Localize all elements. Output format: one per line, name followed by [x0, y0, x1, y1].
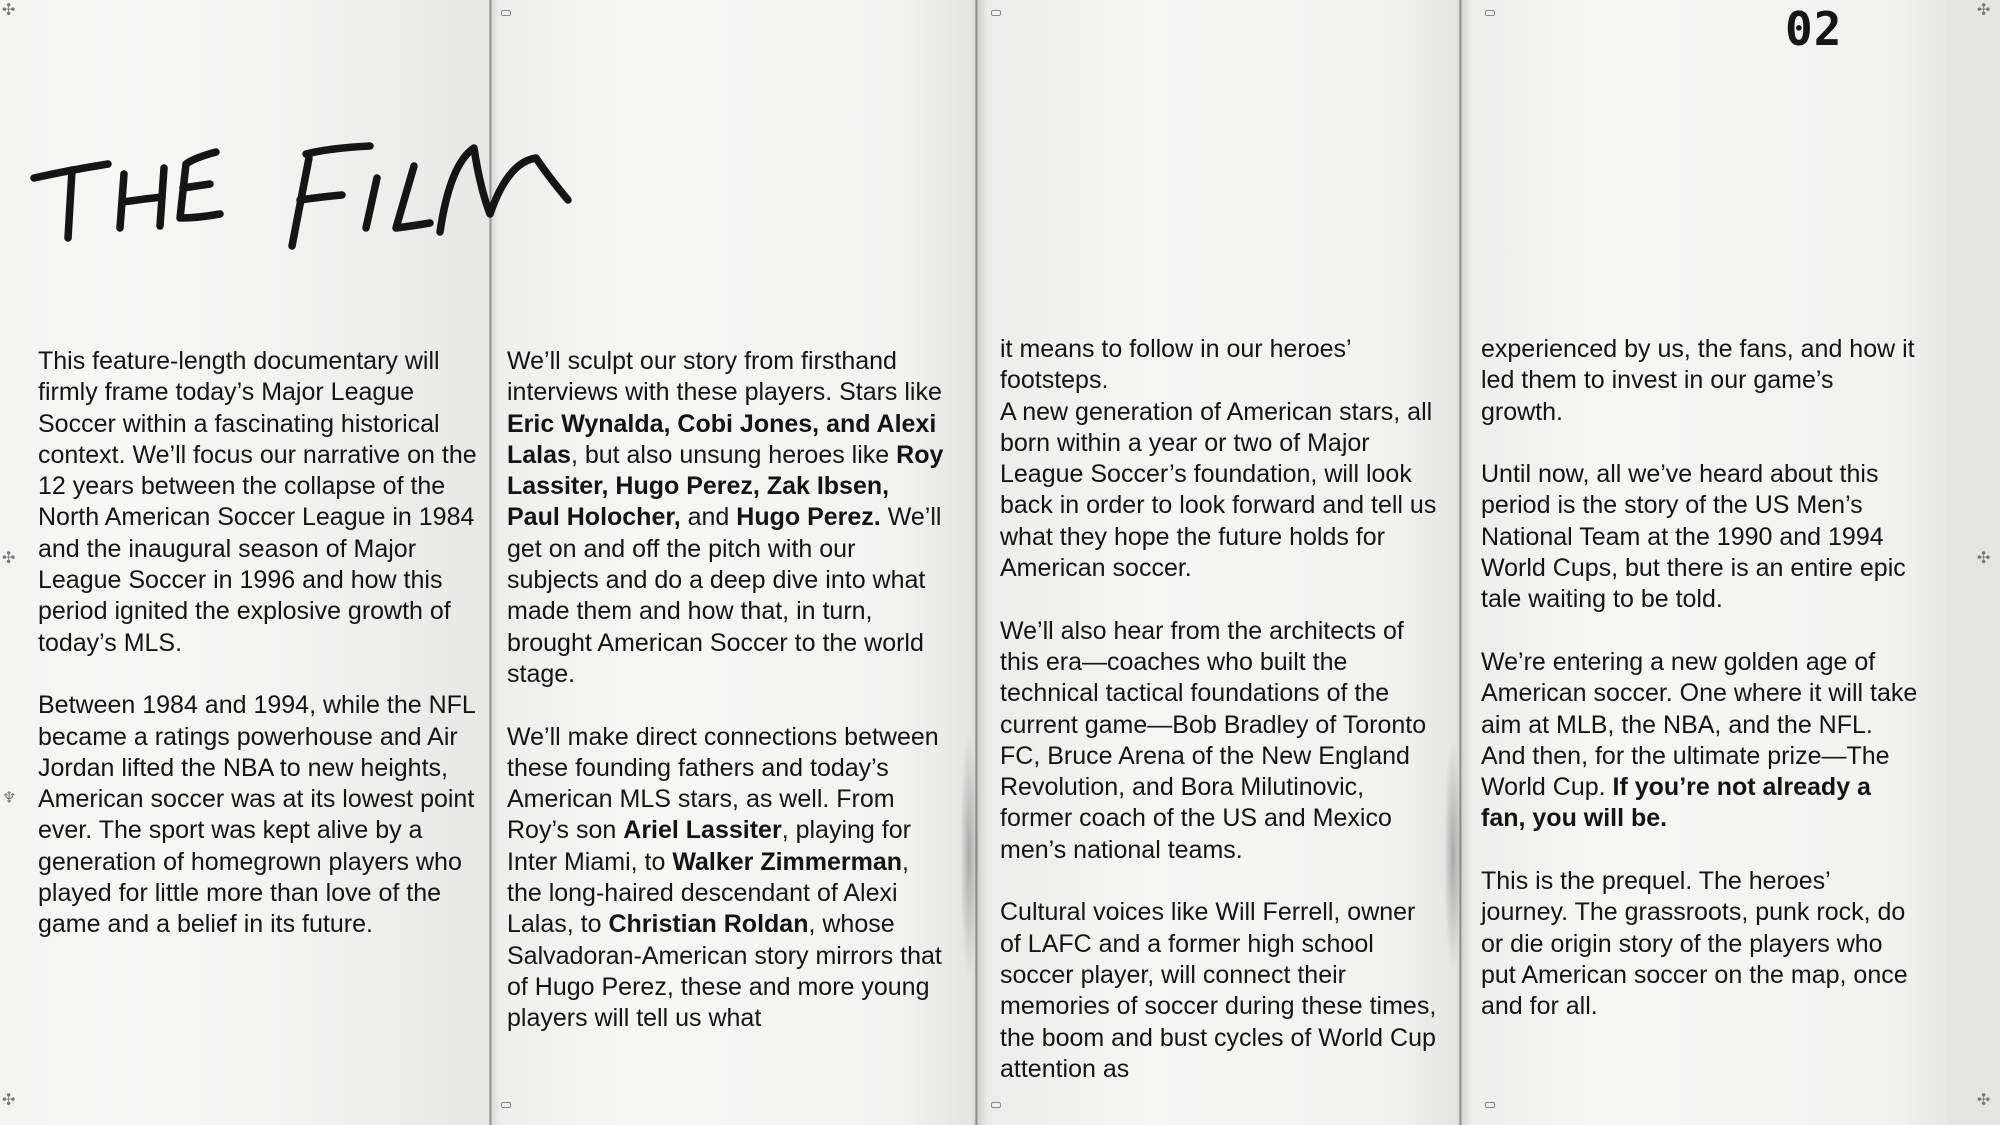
body-text: , whose Salvadoran-American story mirrors that of Hugo Perez, these and more young players will tell us what — [507, 910, 942, 1033]
body-text: We’re entering a new golden age of American soccer. One where it will take aim at MLB, the NBA, and the NFL. And then, for the ultimate prize—The World Cup. — [1481, 647, 1918, 802]
emphasis-text: Walker Zimmerman — [672, 847, 903, 876]
body-text: We’ll also hear from the architects of this era—coaches who built the technical tactical foundations of the current game—Bob Bradley of Toronto FC, Bruce Arena of the New England Revolution, and Bora Milutinovic, former coach of the US and Mexico men’s national teams. — [1000, 616, 1427, 864]
paragraph — [1481, 866, 1921, 1022]
body-text: We’ll make direct connections between these founding fathers and today’s American MLS stars, as well. From Roy’s son — [507, 722, 939, 845]
body-text: Cultural voices like Will Ferrell, owner of LAFC and a former high school soccer player, will connect their memories of soccer during these times, the boom and bust cycles of World Cup attention as — [1000, 898, 1437, 1083]
body-text: , but also unsung heroes like — [570, 440, 897, 469]
paragraph — [1481, 459, 1921, 615]
text-column-1 — [38, 346, 478, 972]
paragraph — [38, 346, 478, 659]
body-text: A new generation of American stars, all born within a year or two of Major League Soccer’s foundation, will look back in order to look forward and tell us what they hope the future holds for American soccer. — [1000, 397, 1437, 583]
emphasis-text: Eric Wynalda, Cobi Jones, and Alexi Lalas — [507, 409, 937, 469]
paragraph — [1000, 334, 1440, 584]
text-column-3 — [1000, 334, 1440, 1116]
text-column-2 — [507, 346, 947, 1066]
fold-tick-mark — [991, 1102, 1001, 1108]
registration-mark: ✣ — [2, 1090, 16, 1109]
registration-mark: ✣ — [2, 548, 16, 567]
emphasis-text: Roy Lassiter, Hugo Perez, Zak Ibsen, Paul Holocher, — [507, 440, 944, 532]
registration-mark: ✣ — [1977, 548, 1991, 567]
body-text: , the long-haired descendant of Alexi Lalas, to — [507, 847, 909, 939]
body-text: Until now, all we’ve heard about this period is the story of the US Men’s National Team at the 1990 and 1994 World Cups, but there is an entire epic tale waiting to be told. — [1481, 460, 1906, 614]
page-number: 02 — [1785, 2, 1843, 56]
body-text: This is the prequel. The heroes’ journey. The grassroots, punk rock, do or die origin story of the players who put American soccer on the map, once and for all. — [1481, 867, 1908, 1021]
fold-tick-mark — [501, 10, 511, 16]
body-text: and — [680, 503, 737, 532]
registration-mark: ♆ — [2, 788, 17, 807]
crease-shadow — [1444, 740, 1462, 970]
crease-shadow — [960, 730, 978, 980]
text-column-4 — [1481, 334, 1921, 1054]
fold-tick-mark — [991, 10, 1001, 16]
paragraph — [507, 722, 947, 1035]
paragraph — [1481, 647, 1921, 835]
paragraph — [1000, 897, 1440, 1085]
paragraph — [38, 690, 478, 940]
registration-mark: ✣ — [1977, 1090, 1991, 1109]
body-text: We’ll get on and off the pitch with our subjects and do a deep dive into what made them and how that, in turn, brought American Soccer to the world stage. — [507, 503, 942, 688]
body-text: This feature-length documentary will firmly frame today’s Major League Soccer within a fascinating historical context. We’ll focus our narrative on the 12 years between the collapse of the North American Soccer League in 1984 and the inaugural season of Major League Soccer in 1996 and how this period ignited the explosive growth of today’s MLS. — [38, 347, 477, 657]
body-text: experienced by us, the fans, and how it led them to invest in our game’s growth. — [1481, 335, 1915, 426]
fold-crease — [1459, 0, 1462, 1125]
paragraph — [1481, 334, 1921, 428]
fold-tick-mark — [1485, 1102, 1495, 1108]
fold-tick-mark — [1485, 10, 1495, 16]
emphasis-text: If you’re not already a fan, you will be. — [1481, 773, 1871, 833]
body-text: , playing for Inter Miami, to — [507, 816, 911, 876]
body-text: Between 1984 and 1994, while the NFL became a ratings powerhouse and Air Jordan lifted the NBA to new heights, American soccer was at its lowest point ever. The sport was kept alive by a generation of homegrown players who played for little more than love of the game and a belief in its future. — [38, 691, 475, 939]
paragraph — [507, 346, 947, 690]
body-text: it means to follow in our heroes’ footsteps. — [1000, 335, 1351, 395]
fold-tick-mark — [501, 1102, 511, 1108]
emphasis-text: Ariel Lassiter — [623, 816, 782, 845]
emphasis-text: Christian Roldan — [608, 910, 809, 939]
handwritten-title-the-film — [30, 128, 590, 258]
paragraph — [1000, 616, 1440, 866]
page-background-margin — [1947, 0, 2000, 1125]
body-text: We’ll sculpt our story from firsthand interviews with these players. Stars like — [507, 347, 942, 407]
fold-crease — [975, 0, 978, 1125]
emphasis-text: Hugo Perez. — [736, 503, 881, 532]
registration-mark: ✣ — [2, 0, 16, 19]
registration-mark: ✣ — [1977, 0, 1991, 19]
